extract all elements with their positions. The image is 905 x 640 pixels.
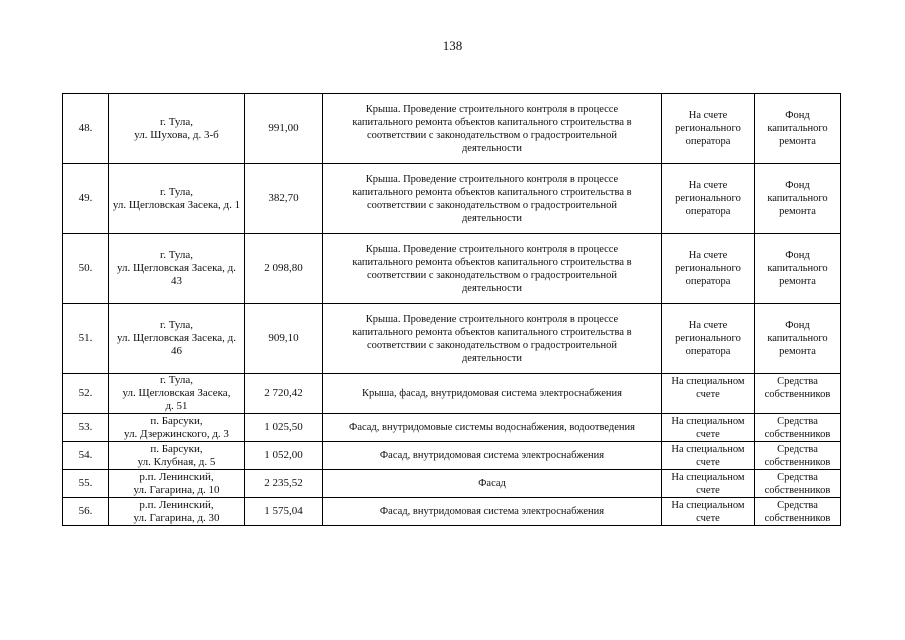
address-line: ул. Щегловская Засека,	[122, 387, 231, 399]
account-line: счете	[696, 457, 720, 468]
source-line: собственников	[764, 429, 831, 440]
source-line: Средства	[777, 500, 818, 511]
table-row	[63, 164, 841, 234]
address-line: п. Барсуки,	[150, 442, 203, 455]
table-row	[63, 470, 841, 498]
address-line: р.п. Ленинский,	[139, 498, 214, 511]
source-line: собственников	[764, 457, 831, 468]
source-line: Фонд	[785, 250, 810, 261]
source-line: собственников	[764, 485, 831, 496]
works-line: соответствии с законодательством о градостроительной	[366, 339, 618, 351]
row-number: 54.	[63, 442, 109, 470]
page-number: 138	[442, 38, 463, 53]
works-cell	[323, 442, 662, 470]
address-line: г. Тула,	[159, 249, 194, 261]
address-line: г. Тула,	[159, 115, 194, 128]
works-line: Крыша. Проведение строительного контроля в процессе	[365, 313, 619, 325]
address-line: г. Тула,	[159, 319, 194, 331]
table-row	[63, 414, 841, 442]
row-number: 48.	[63, 94, 109, 164]
address-cell	[109, 234, 245, 304]
source-line: ремонта	[779, 206, 816, 217]
account-cell	[662, 442, 755, 470]
works-line: деятельности	[461, 212, 523, 224]
source-line: ремонта	[779, 136, 816, 147]
address-line: п. Барсуки,	[150, 414, 203, 427]
works-line: Крыша. Проведение строительного контроля в процессе	[365, 173, 619, 185]
cost-cell: 1 025,50	[245, 414, 323, 442]
works-line: соответствии с законодательством о градостроительной	[366, 129, 618, 141]
address-line: 46	[171, 345, 182, 357]
table-row	[63, 94, 841, 164]
cost-cell: 909,10	[245, 304, 323, 374]
works-line: капитального ремонта объектов капитального строительства в	[352, 326, 632, 338]
address-line: ул. Щегловская Засека, д. 1	[112, 198, 241, 211]
account-line: оператора	[685, 206, 731, 217]
account-line: На специальном	[671, 376, 745, 387]
account-line: регионального	[675, 263, 741, 274]
works-cell	[323, 234, 662, 304]
works-line: Крыша. Проведение строительного контроля в процессе	[365, 103, 619, 115]
account-line: На счете	[688, 110, 728, 121]
account-cell	[662, 234, 755, 304]
works-cell	[323, 304, 662, 374]
address-cell	[109, 304, 245, 374]
row-number: 56.	[63, 498, 109, 526]
works-cell	[323, 414, 662, 442]
address-cell	[109, 442, 245, 470]
account-line: счете	[696, 513, 720, 524]
works-line: Крыша, фасад, внутридомовая система электроснабжения	[361, 388, 622, 399]
works-line: деятельности	[461, 142, 523, 154]
account-line: счете	[696, 389, 720, 400]
source-line: Фонд	[785, 320, 810, 331]
funding-source-cell	[755, 414, 841, 442]
works-line: деятельности	[461, 282, 523, 294]
address-line: ул. Дзержинского, д. 3	[124, 427, 229, 440]
cost-cell: 2 235,52	[245, 470, 323, 498]
row-number: 53.	[63, 414, 109, 442]
table-row	[63, 374, 841, 414]
account-line: счете	[696, 429, 720, 440]
funding-source-cell	[755, 234, 841, 304]
source-line: Фонд	[785, 110, 810, 121]
row-number: 49.	[63, 164, 109, 234]
account-line: счете	[696, 485, 720, 496]
account-line: На специальном	[671, 416, 745, 427]
works-line: Фасад, внутридомовая система электроснабжения	[379, 450, 605, 461]
address-cell	[109, 374, 245, 414]
row-number: 50.	[63, 234, 109, 304]
works-line: капитального ремонта объектов капитального строительства в	[352, 186, 632, 198]
works-cell	[323, 164, 662, 234]
source-line: ремонта	[779, 276, 816, 287]
works-line: капитального ремонта объектов капитального строительства в	[352, 256, 632, 268]
source-line: капитального	[767, 263, 828, 274]
source-line: Средства	[777, 444, 818, 455]
works-line: Фасад, внутридомовые системы водоснабжения, водоотведения	[349, 422, 635, 433]
address-line: р.п. Ленинский,	[139, 470, 214, 483]
account-line: регионального	[675, 333, 741, 344]
account-cell	[662, 498, 755, 526]
table-row	[63, 234, 841, 304]
account-cell	[662, 414, 755, 442]
source-line: капитального	[767, 333, 828, 344]
row-number: 55.	[63, 470, 109, 498]
address-cell	[109, 498, 245, 526]
account-line: оператора	[685, 346, 731, 357]
address-line: 43	[171, 275, 182, 287]
address-line: г. Тула,	[159, 185, 194, 198]
works-line: Фасад, внутридомовая система электроснабжения	[379, 506, 605, 517]
source-line: собственников	[764, 513, 831, 524]
account-line: регионального	[675, 123, 741, 134]
address-line: ул. Клубная, д. 5	[137, 455, 216, 468]
funding-source-cell	[755, 470, 841, 498]
table-body	[63, 94, 841, 526]
works-line: соответствии с законодательством о градостроительной	[366, 199, 618, 211]
cost-cell: 991,00	[245, 94, 323, 164]
source-line: Средства	[777, 376, 818, 387]
cost-cell: 382,70	[245, 164, 323, 234]
account-line: оператора	[685, 136, 731, 147]
cost-cell: 1 575,04	[245, 498, 323, 526]
account-line: оператора	[685, 276, 731, 287]
address-line: д. 51	[165, 400, 188, 412]
source-line: собственников	[764, 389, 831, 400]
works-line: Фасад	[478, 478, 506, 489]
cost-cell: 2 720,42	[245, 374, 323, 414]
cost-cell: 1 052,00	[245, 442, 323, 470]
works-line: соответствии с законодательством о градостроительной	[366, 269, 618, 281]
account-line: На специальном	[671, 472, 745, 483]
address-line: ул. Гагарина, д. 30	[133, 511, 220, 524]
account-line: На счете	[688, 320, 728, 331]
account-cell	[662, 94, 755, 164]
table-row	[63, 498, 841, 526]
works-cell	[323, 498, 662, 526]
row-number: 51.	[63, 304, 109, 374]
funding-source-cell	[755, 442, 841, 470]
source-line: капитального	[767, 193, 828, 204]
address-line: ул. Гагарина, д. 10	[133, 483, 220, 496]
source-line: Фонд	[785, 180, 810, 191]
account-cell	[662, 164, 755, 234]
source-line: капитального	[767, 123, 828, 134]
account-line: регионального	[675, 193, 741, 204]
table-row	[63, 442, 841, 470]
works-cell	[323, 94, 662, 164]
address-cell	[109, 414, 245, 442]
works-cell	[323, 470, 662, 498]
address-line: г. Тула,	[159, 374, 194, 386]
account-line: На специальном	[671, 444, 745, 455]
works-line: капитального ремонта объектов капитального строительства в	[352, 116, 632, 128]
account-cell	[662, 304, 755, 374]
address-cell	[109, 94, 245, 164]
source-line: Средства	[777, 472, 818, 483]
funding-source-cell	[755, 498, 841, 526]
source-line: ремонта	[779, 346, 816, 357]
works-line: деятельности	[461, 352, 523, 364]
address-line: ул. Щегловская Засека, д.	[116, 332, 236, 344]
table-row	[63, 304, 841, 374]
address-line: ул. Щегловская Засека, д.	[116, 262, 236, 274]
works-cell	[323, 374, 662, 414]
funding-source-cell	[755, 164, 841, 234]
address-cell	[109, 470, 245, 498]
address-cell	[109, 164, 245, 234]
account-cell	[662, 374, 755, 414]
funding-source-cell	[755, 304, 841, 374]
account-cell	[662, 470, 755, 498]
funding-source-cell	[755, 94, 841, 164]
funding-source-cell	[755, 374, 841, 414]
account-line: На счете	[688, 180, 728, 191]
account-line: На специальном	[671, 500, 745, 511]
row-number: 52.	[63, 374, 109, 414]
address-line: ул. Шухова, д. 3-б	[134, 128, 219, 141]
cost-cell: 2 098,80	[245, 234, 323, 304]
source-line: Средства	[777, 416, 818, 427]
works-line: Крыша. Проведение строительного контроля в процессе	[365, 243, 619, 255]
account-line: На счете	[688, 250, 728, 261]
repair-works-table	[62, 93, 841, 526]
